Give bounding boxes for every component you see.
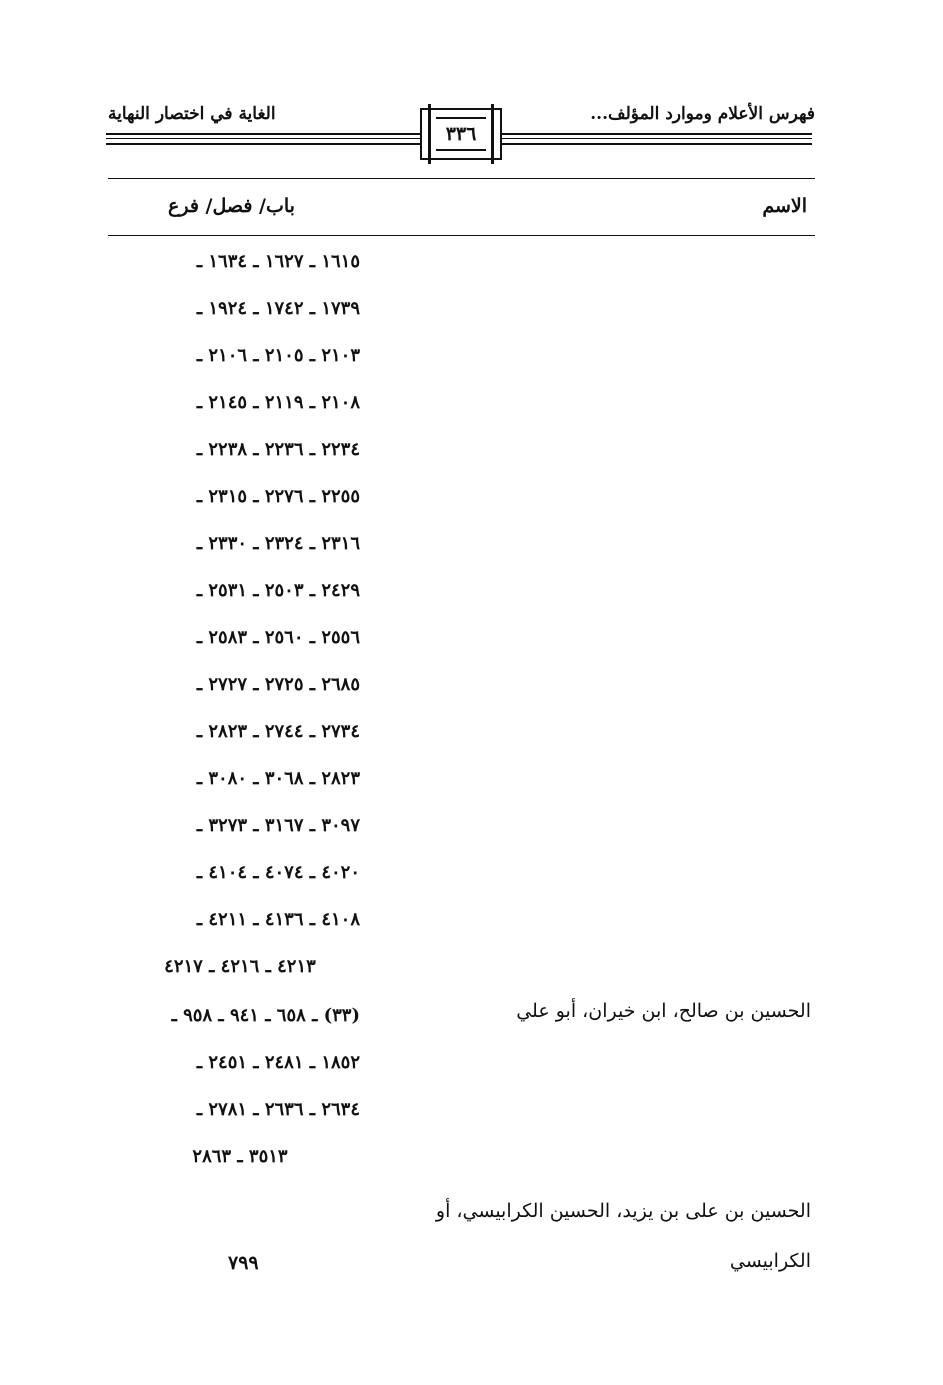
column-name-header: الاسم xyxy=(762,195,807,217)
reference-line: ٣٥١٣ ـ ٢٨٦٣ xyxy=(192,1146,288,1167)
reference-line: ٤٠٢٠ ـ ٤٠٧٤ ـ ٤١٠٤ ـ xyxy=(196,862,360,883)
reference-list xyxy=(120,992,360,1180)
entry-name: الحسين بن صالح، ابن خيران، أبو علي xyxy=(516,1000,811,1022)
page-number-frame xyxy=(420,108,502,160)
reference-line: ١٨٥٢ ـ ٢٤٨١ ـ ٢٤٥١ ـ xyxy=(196,1052,360,1073)
reference-line: ٢٦٨٥ ـ ٢٧٢٥ ـ ٢٧٢٧ ـ xyxy=(196,674,360,695)
table-header xyxy=(108,178,815,236)
reference-line: ٢٥٥٦ ـ ٢٥٦٠ ـ ٢٥٨٣ ـ xyxy=(196,627,360,648)
reference-line: ٢١٠٣ ـ ٢١٠٥ ـ ٢١٠٦ ـ xyxy=(196,345,360,366)
running-head-section: فهرس الأعلام وموارد المؤلف... xyxy=(590,104,815,124)
reference-line: ٢٢٥٥ ـ ٢٢٧٦ ـ ٢٣١٥ ـ xyxy=(196,486,360,507)
reference-line: ٢٣١٦ ـ ٢٣٢٤ ـ ٢٣٣٠ ـ xyxy=(196,533,360,554)
reference-line: ٢٦٣٤ ـ ٢٦٣٦ ـ ٢٧٨١ ـ xyxy=(196,1099,360,1120)
reference-line: ٢٨٢٣ ـ ٣٠٦٨ ـ ٣٠٨٠ ـ xyxy=(196,768,360,789)
reference-line: ٢١٠٨ ـ ٢١١٩ ـ ٢١٤٥ ـ xyxy=(196,392,360,413)
reference-line: ٢٤٢٩ ـ ٢٥٠٣ ـ ٢٥٣١ ـ xyxy=(196,580,360,601)
page-number: ٣٣٦ xyxy=(436,117,487,151)
entry-name: الحسين بن على بن يزيد، الحسين الكرابيسي، أو xyxy=(435,1200,811,1222)
reference-line: ٣٠٩٧ ـ ٣١٦٧ ـ ٣٢٧٣ ـ xyxy=(196,815,360,836)
reference-line: ٢٧٣٤ ـ ٢٧٤٤ ـ ٢٨٢٣ ـ xyxy=(196,721,360,742)
entry-name-continuation: الكرابيسي xyxy=(729,1250,811,1272)
reference-line: ٤٢١٣ ـ ٤٢١٦ ـ ٤٢١٧ xyxy=(164,956,316,977)
reference-line: ٢٢٣٤ ـ ٢٢٣٦ ـ ٢٢٣٨ ـ xyxy=(196,439,360,460)
running-head-book-title: الغاية في اختصار النهاية xyxy=(108,104,276,124)
reference-line: (٣٣) ـ ٦٥٨ ـ ٩٤١ ـ ٩٥٨ ـ xyxy=(171,1005,360,1026)
reference-line: ١٧٣٩ ـ ١٧٤٢ ـ ١٩٢٤ ـ xyxy=(196,298,360,319)
column-reference-header: باب/ فصل/ فرع xyxy=(168,195,295,217)
folio-number: ٧٩٩ xyxy=(228,1252,259,1274)
reference-line: ١٦١٥ ـ ١٦٢٧ ـ ١٦٣٤ ـ xyxy=(196,251,360,272)
reference-list xyxy=(120,238,360,990)
reference-line: ٤١٠٨ ـ ٤١٣٦ ـ ٤٢١١ ـ xyxy=(196,909,360,930)
